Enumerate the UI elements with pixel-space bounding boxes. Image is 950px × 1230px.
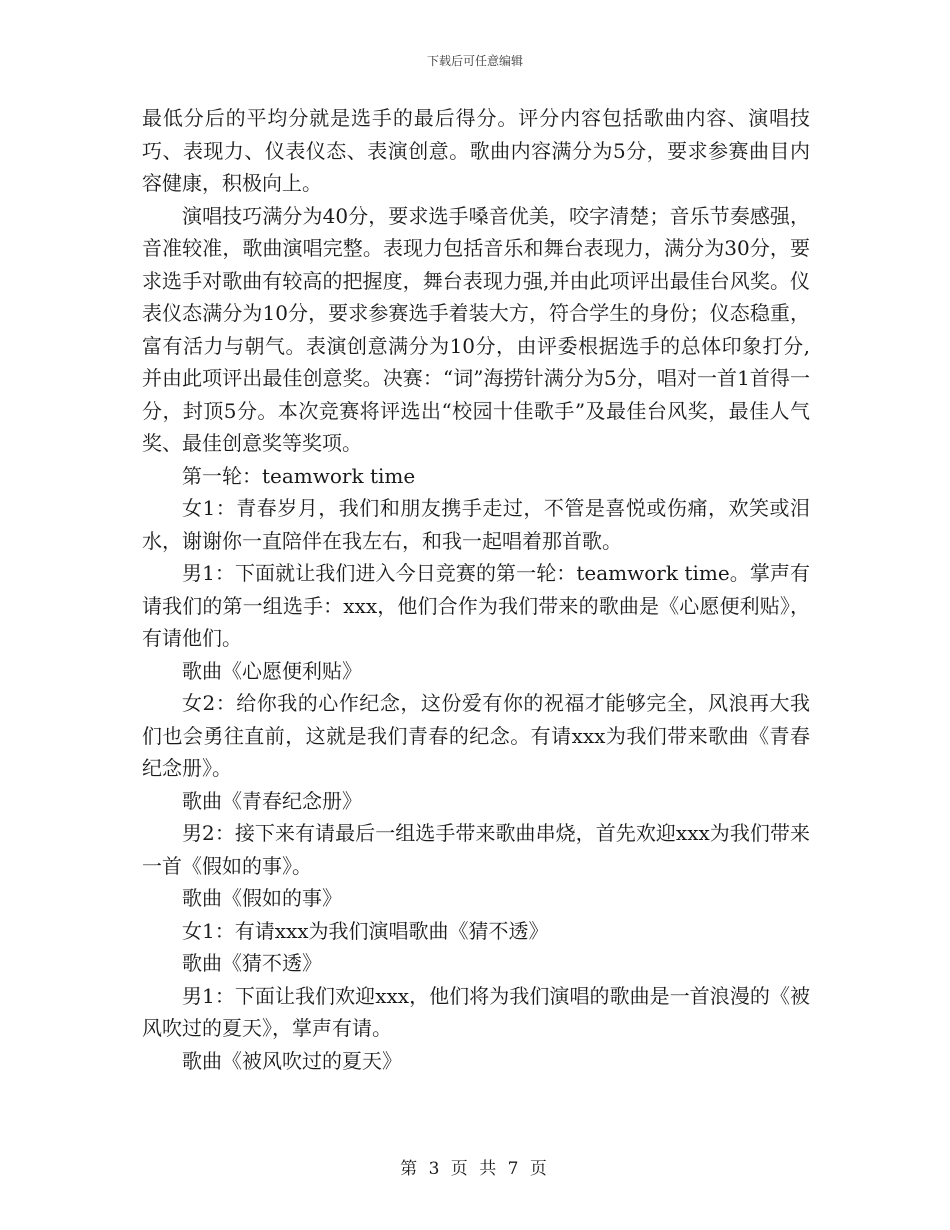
song-title-line: 歌曲《被风吹过的夏天》: [182, 1048, 402, 1073]
page-footer: 第 3 页 共 7 页: [400, 1159, 550, 1179]
paragraph: 演唱技巧满分为40分，要求选手嗓音优美，咬字清楚；音乐节奏感强，音准较准，歌曲演唱完整。表现力包括音乐和舞台表现力，满分为30分，要求选手对歌曲有较高的把握度，舞台表现力强,并由此项评出最佳台风奖。仪表仪态满分为10分，要求参赛选手着装大方，符合学生的身份；仪态稳重，富有活力与朝气。表演创意满分为10分，由评委根据选手的总体印象打分,并由此项评出最佳创意奖。决赛：“词”海捞针满分为5分，唱对一首1首得一分，封顶5分。本次竞赛将评选出“校园十佳歌手”及最佳台风奖，最佳人气奖、最佳创意奖等奖项。: [142, 203, 810, 455]
song-title-line: 歌曲《心愿便利贴》: [182, 658, 362, 683]
paragraph: 女2：给你我的心作纪念，这份爱有你的祝福才能够完全，风浪再大我们也会勇往直前，这就是我们青春的纪念。有请xxx为我们带来歌曲《青春纪念册》。: [142, 691, 810, 780]
paragraph: 女1：有请xxx为我们演唱歌曲《猜不透》: [182, 918, 549, 943]
song-title-line: 歌曲《猜不透》: [182, 951, 322, 975]
page-header: 下载后可任意编辑: [426, 54, 523, 68]
paragraph: 男2：接下来有请最后一组选手带来歌曲串烧，首先欢迎xxx为我们带来一首《假如的事》。: [142, 821, 810, 878]
document-body: [142, 102, 810, 1077]
paragraph: 女1：青春岁月，我们和朋友携手走过，不管是喜悦或伤痛，欢笑或泪水，谢谢你一直陪伴在我左右，和我一起唱着那首歌。: [142, 496, 810, 553]
paragraph: 男1：下面让我们欢迎xxx，他们将为我们演唱的歌曲是一首浪漫的《被风吹过的夏天》，掌声有请。: [142, 983, 810, 1040]
section-heading: 第一轮：teamwork time: [182, 463, 416, 488]
song-title-line: 歌曲《假如的事》: [182, 886, 342, 910]
song-title-line: 歌曲《青春纪念册》: [182, 788, 362, 813]
paragraph: 最低分后的平均分就是选手的最后得分。评分内容包括歌曲内容、演唱技巧、表现力、仪表仪态、表演创意。歌曲内容满分为5分，要求参赛曲目内容健康，积极向上。: [142, 106, 810, 195]
paragraph: 男1：下面就让我们进入今日竞赛的第一轮：teamwork time。掌声有请我们的第一组选手：xxx，他们合作为我们带来的歌曲是《心愿便利贴》，有请他们。: [142, 561, 810, 650]
